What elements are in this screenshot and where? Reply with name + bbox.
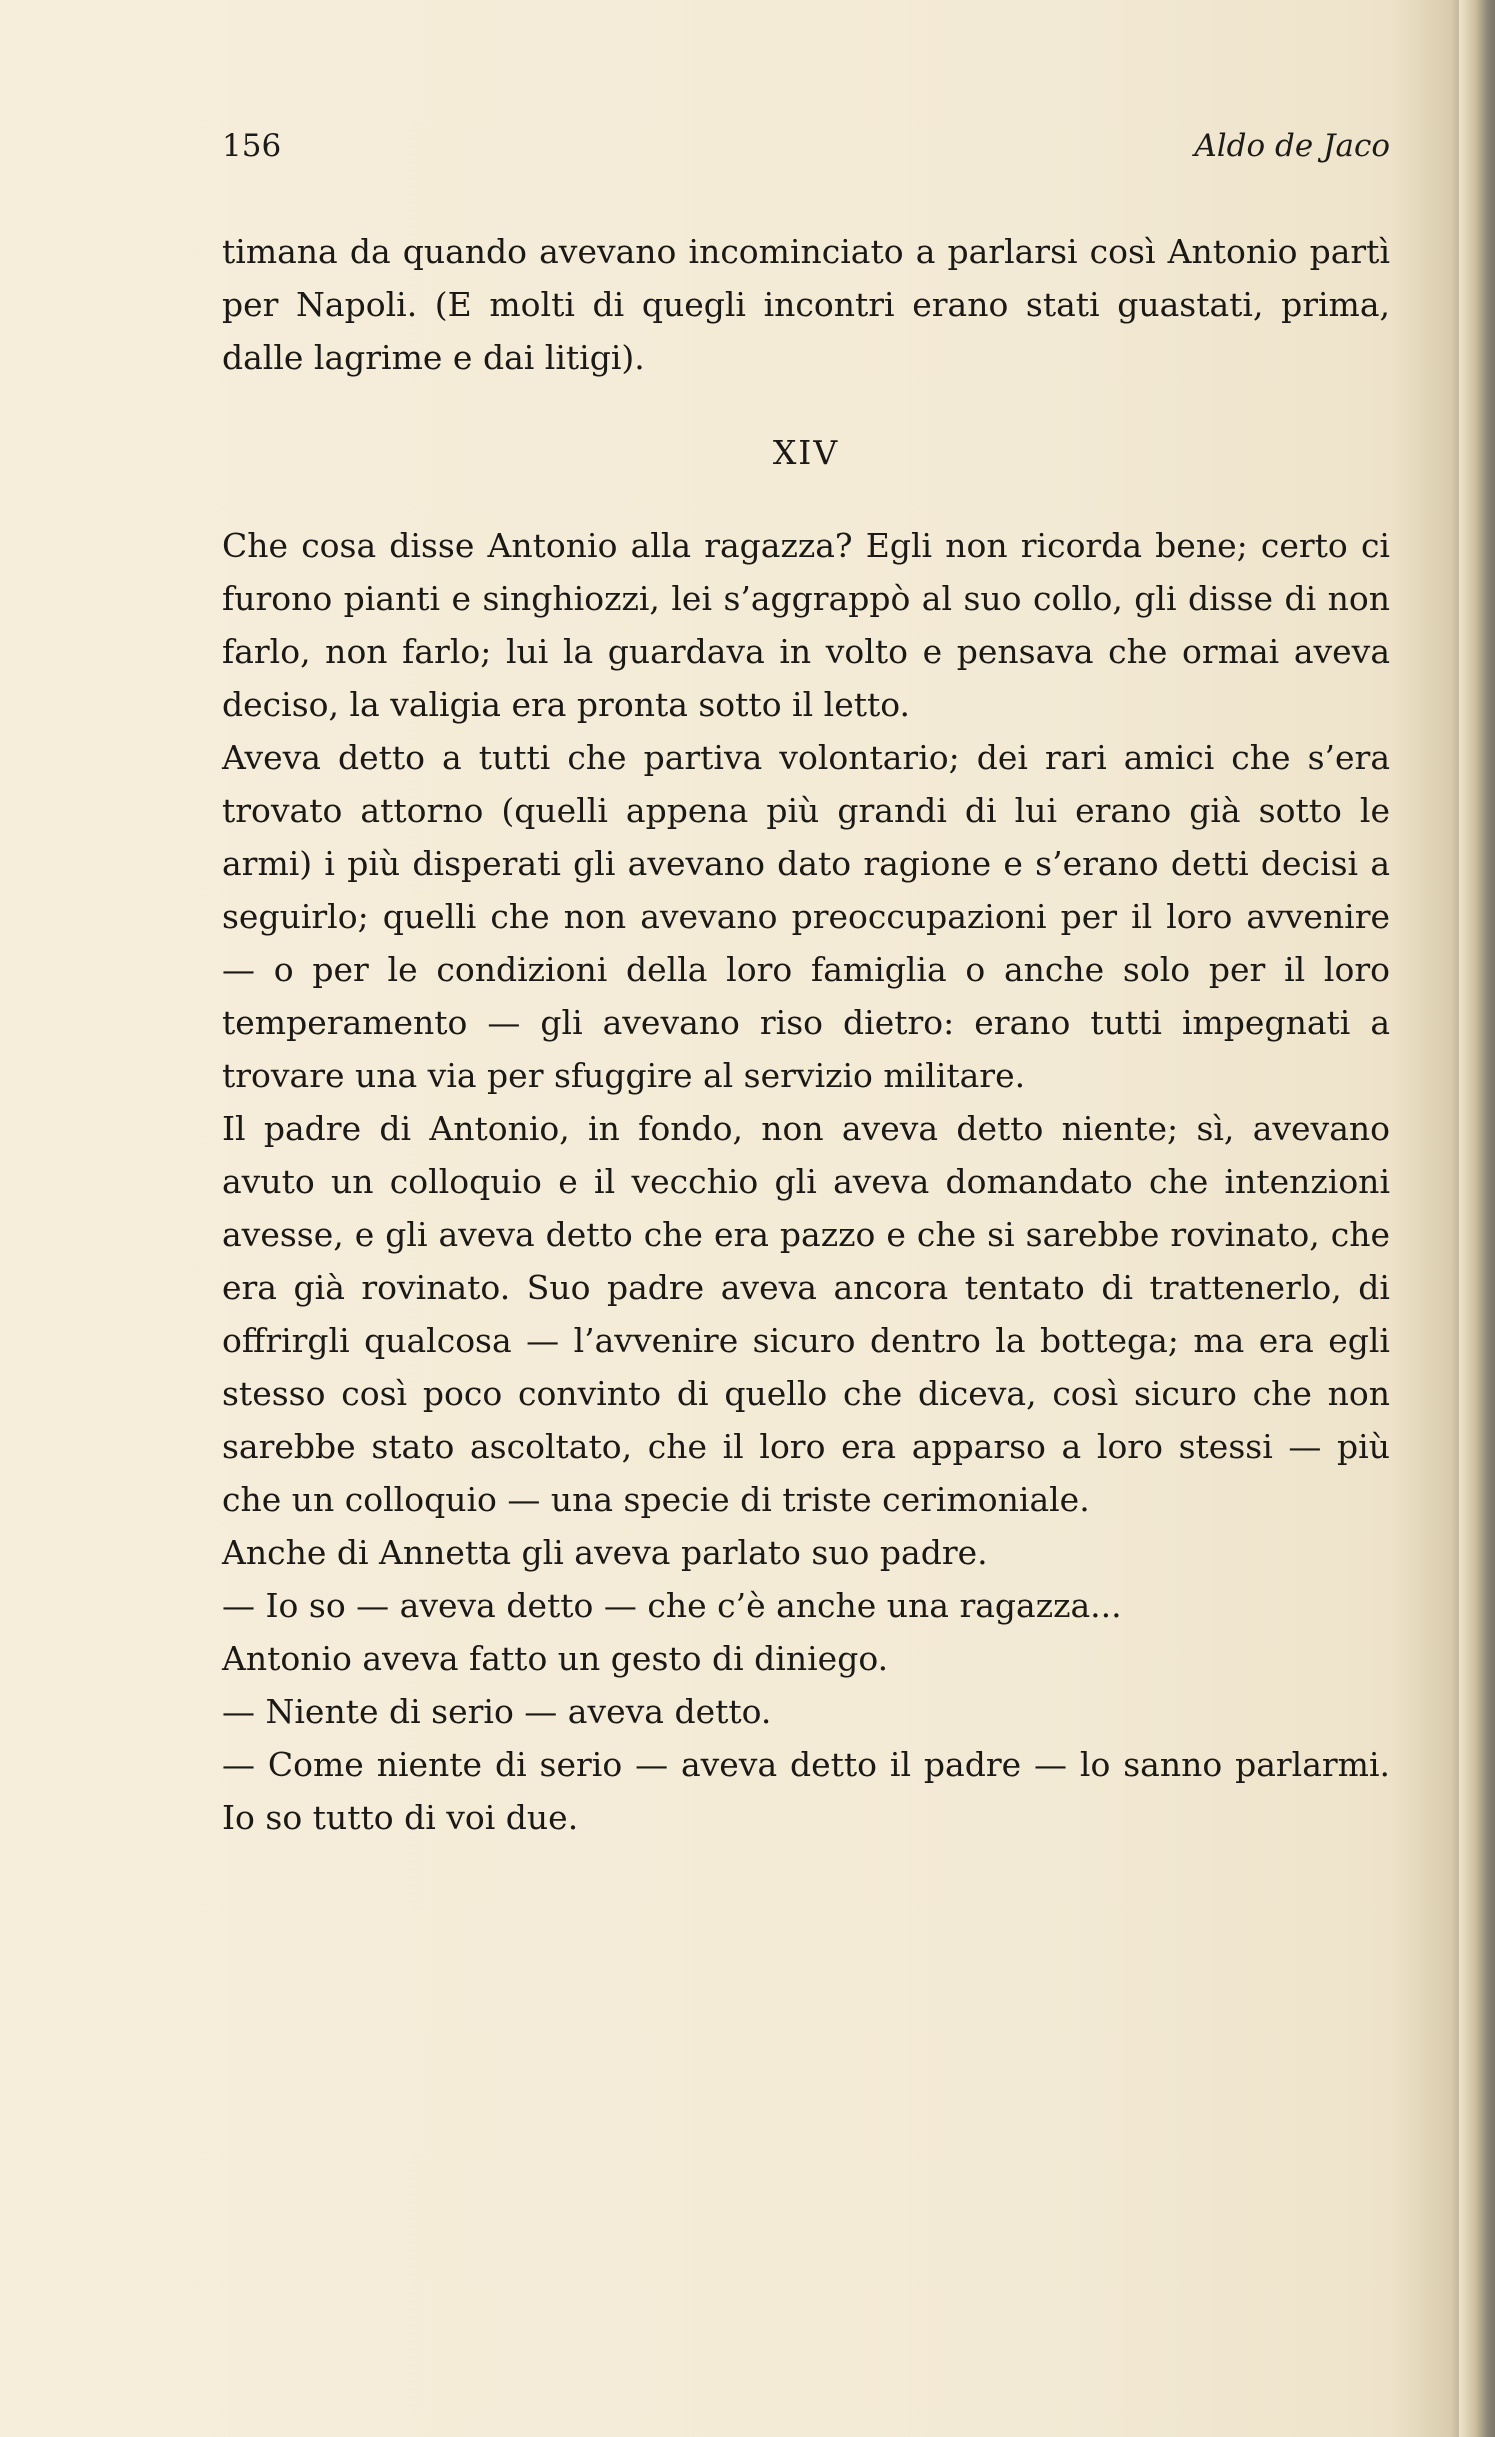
- dialogue-line: — Niente di serio — aveva detto.: [222, 1692, 772, 1731]
- dialogue-line: — Come niente di serio — aveva detto il padre — lo sanno parlarmi. Io so tutto di voi due.: [222, 1745, 1390, 1837]
- page-body: [222, 225, 1390, 1844]
- dialogue-line: — Io so — aveva detto — che c’è anche una ragazza...: [222, 1586, 1122, 1625]
- paragraph: Che cosa disse Antonio alla ragazza? Egli non ricorda bene; certo ci furono pianti e singhiozzi, lei s’aggrappò al suo collo, gli disse di non farlo, non farlo; lui la guardava in volto e pensava che ormai aveva deciso, la valigia era pronta sotto il letto.: [222, 526, 1390, 724]
- paragraph: Antonio aveva fatto un gesto di diniego.: [222, 1639, 889, 1678]
- page-edge-shadow: [1459, 0, 1495, 2437]
- running-head: Aldo de Jaco: [1194, 128, 1390, 164]
- paragraph: Anche di Annetta gli aveva parlato suo padre.: [222, 1533, 988, 1572]
- page-number: 156: [222, 128, 282, 164]
- chapter-heading: XIV: [772, 433, 840, 472]
- opening-paragraph: timana da quando avevano incominciato a parlarsi così Antonio partì per Napoli. (E molti di quegli incontri erano stati guastati, prima, dalle lagrime e dai litigi).: [222, 232, 1390, 377]
- paragraph: Il padre di Antonio, in fondo, non aveva detto niente; sì, avevano avuto un colloquio e il vecchio gli aveva domandato che intenzioni avesse, e gli aveva detto che era pazzo e che si sarebbe rovinato, che era già rovinato. Suo padre aveva ancora tentato di trattenerlo, di offrirgli qualcosa — l’avvenire sicuro dentro la bottega; ma era egli stesso così poco convinto di quello che diceva, così sicuro che non sarebbe stato ascoltato, che il loro era apparso a loro stessi — più che un colloquio — una specie di triste cerimoniale.: [222, 1109, 1390, 1519]
- paragraph: Aveva detto a tutti che partiva volontario; dei rari amici che s’era trovato attorno (quelli appena più grandi di lui erano già sotto le armi) i più disperati gli avevano dato ragione e s’erano detti decisi a seguirlo; quelli che non avevano preoccupazioni per il loro avvenire — o per le condizioni della loro famiglia o anche solo per il loro temperamento — gli avevano riso dietro: erano tutti impegnati a trovare una via per sfuggire al servizio militare.: [222, 738, 1390, 1095]
- page-header: [222, 128, 1390, 174]
